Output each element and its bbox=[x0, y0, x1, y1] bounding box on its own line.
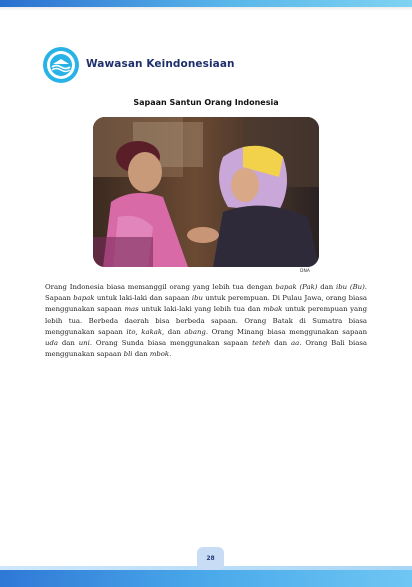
text-run: dan bbox=[317, 283, 337, 291]
text-run: untuk perempuan yang lebih tua. Berbeda daerah bisa berbeda sapaan. Orang Batak di Sumatra biasa menggunakan sapaan bbox=[45, 305, 367, 336]
text-run: untuk laki-laki yang lebih tua dan bbox=[138, 305, 264, 314]
italic-term: ito, kakak, bbox=[126, 327, 165, 336]
text-run: untuk perempuan. Di Pulau Jawa, orang biasa menggunakan sapaan bbox=[45, 294, 367, 314]
page-header bbox=[43, 47, 383, 87]
boat-wave-logo-icon bbox=[43, 47, 79, 83]
italic-term: uda bbox=[45, 339, 58, 348]
photo-elderly-woman-and-hijab-woman bbox=[93, 117, 319, 267]
text-run: untuk laki-laki dan sapaan bbox=[94, 294, 192, 303]
italic-term: ibu (Bu) bbox=[336, 283, 365, 291]
body-paragraph bbox=[45, 282, 367, 360]
italic-term: mbok bbox=[149, 350, 170, 359]
text-run: dan bbox=[270, 339, 292, 348]
top-stripe bbox=[0, 0, 412, 7]
page-number: 28 bbox=[197, 547, 224, 570]
italic-term: teteh bbox=[252, 339, 271, 348]
italic-term: uni bbox=[78, 339, 90, 348]
footer-band bbox=[0, 570, 412, 587]
text-run: . Orang Minang biasa menggunakan sapaan bbox=[205, 327, 368, 336]
text-run: Orang Indonesia biasa memanggil orang yang lebih tua dengan bbox=[45, 283, 276, 291]
text-run: dan bbox=[57, 339, 79, 348]
italic-term: bli bbox=[123, 350, 133, 359]
text-run: . Orang Bali biasa menggunakan sapaan bbox=[45, 339, 367, 359]
italic-term: mas bbox=[124, 305, 139, 314]
text-run: . Sapaan bbox=[45, 283, 367, 303]
italic-term: aa bbox=[291, 339, 300, 348]
italic-term: mbak bbox=[263, 305, 283, 314]
article-title: Sapaan Santun Orang Indonesia bbox=[133, 98, 279, 107]
italic-term: abang bbox=[184, 327, 206, 336]
italic-term: bapak (Pak) bbox=[275, 283, 318, 291]
brand-title: Wawasan Keindonesiaan bbox=[86, 58, 235, 70]
text-run: . Orang Sunda biasa menggunakan sapaan bbox=[89, 339, 253, 348]
text-run: . bbox=[169, 350, 172, 359]
italic-term: ibu bbox=[191, 294, 203, 303]
italic-term: bapak bbox=[73, 294, 95, 303]
text-run: dan bbox=[164, 327, 185, 336]
photo-credit: DNA bbox=[300, 269, 310, 274]
top-shadow bbox=[0, 7, 412, 11]
text-run: dan bbox=[132, 350, 150, 359]
